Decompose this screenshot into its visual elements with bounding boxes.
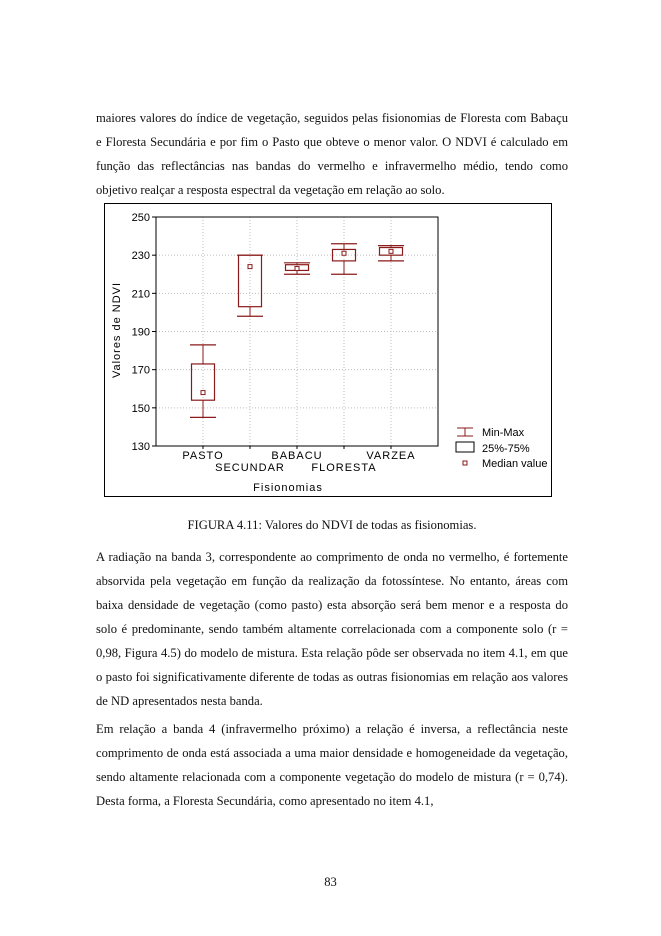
legend-minmax-label: Min-Max bbox=[482, 427, 525, 439]
x-tick-label: PASTO bbox=[182, 450, 224, 462]
y-tick-label: 170 bbox=[131, 364, 150, 377]
median-marker bbox=[295, 267, 299, 271]
y-axis-ticks bbox=[132, 212, 156, 453]
page-number: 83 bbox=[324, 875, 337, 889]
y-tick-label: 150 bbox=[131, 402, 150, 415]
x-axis-ticks bbox=[182, 446, 415, 474]
box-secundar bbox=[237, 255, 263, 316]
box-babacu bbox=[284, 263, 310, 274]
x-tick-label: VARZEA bbox=[366, 450, 416, 462]
y-tick-label: 230 bbox=[131, 250, 150, 263]
legend-median-symbol bbox=[463, 461, 467, 465]
paragraph-banda-3: A radiação na banda 3, correspondente ao comprimento de onda no vermelho, é fortemente absorvida pela vegetação em função da realização da fotossíntese. No entanto, áreas com baixa densidade de vegetação (como pasto) esta absorção será bem menor e a resposta do solo é predominante, sendo também altamente correlacionada com a componente solo (r = 0,98, Figura 4.5) do modelo de mistura. Esta relação pôde ser observada no item 4.1, em que o pasto foi significativamente diferente de todas as outras fisionomias em relação aos valores de ND apresentados nesta banda. bbox=[96, 550, 568, 708]
y-axis-label: Valores de NDVI bbox=[111, 281, 123, 379]
ndvi-boxplot-chart bbox=[104, 203, 552, 497]
y-tick-label: 130 bbox=[131, 441, 150, 453]
figure-caption: FIGURA 4.11: Valores do NDVI de todas as fisionomias. bbox=[187, 518, 477, 532]
x-tick-label: BABACU bbox=[271, 450, 323, 462]
x-axis-label: Fisionomias bbox=[253, 482, 323, 494]
legend-median-label: Median value bbox=[482, 458, 548, 470]
y-tick-label: 250 bbox=[131, 212, 150, 224]
y-tick-label: 210 bbox=[131, 288, 150, 301]
legend-iqr-label: 25%-75% bbox=[482, 443, 530, 455]
gridlines bbox=[156, 217, 438, 446]
box-floresta bbox=[331, 244, 357, 275]
x-tick-label: FLORESTA bbox=[311, 462, 377, 474]
box-varzea bbox=[378, 246, 404, 261]
median-marker bbox=[248, 265, 252, 269]
box-pasto bbox=[190, 345, 216, 418]
median-marker bbox=[389, 249, 393, 253]
legend-iqr-symbol bbox=[456, 442, 474, 452]
chart-legend bbox=[456, 427, 547, 470]
median-marker bbox=[342, 251, 346, 255]
x-tick-label: SECUNDAR bbox=[215, 462, 285, 474]
median-marker bbox=[201, 391, 205, 395]
paragraph-intro: maiores valores do índice de vegetação, seguidos pelas fisionomias de Floresta com Babaçu e Floresta Secundária e por fim o Pasto que obteve o menor valor. O NDVI é calculado em função das reflectâncias nas bandas do vermelho e infravermelho médio, tendo como objetivo realçar a resposta espectral da vegetação em relação ao solo. bbox=[96, 111, 568, 197]
paragraph-banda-4: Em relação a banda 4 (infravermelho próximo) a relação é inversa, a reflectância neste comprimento de onda está associada a uma maior densidade e homogeneidade da vegetação, sendo altamente relacionada com a componente vegetação do modelo de mistura (r = 0,74). Desta forma, a Floresta Secundária, como apresentado no item 4.1, bbox=[96, 722, 568, 808]
y-tick-label: 190 bbox=[131, 326, 150, 339]
